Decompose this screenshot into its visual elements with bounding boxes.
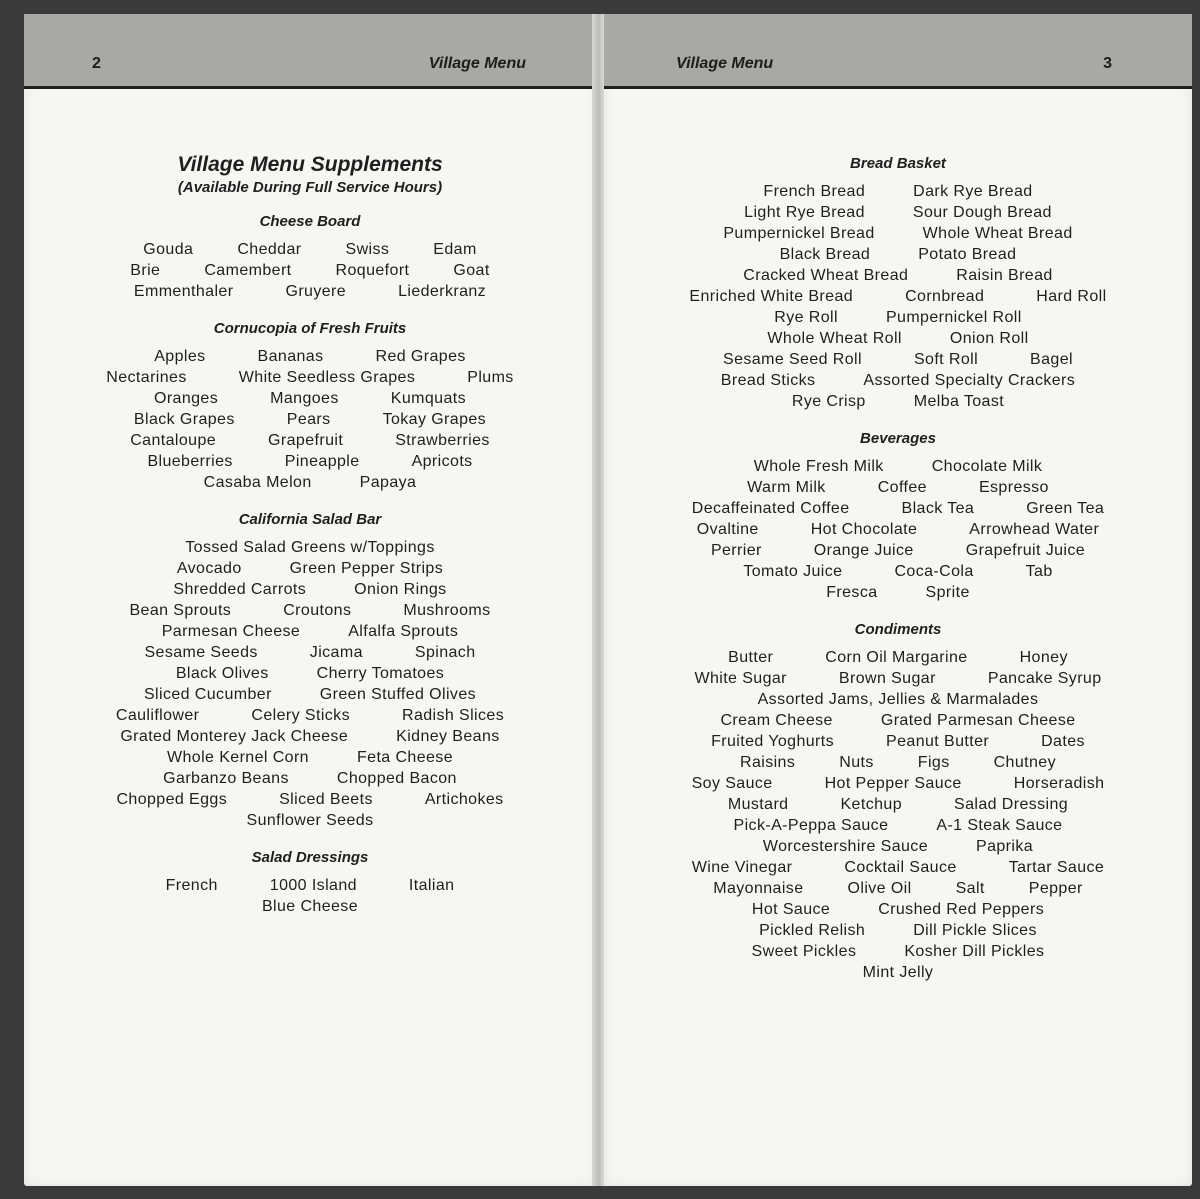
menu-item: Mayonnaise [713, 880, 804, 897]
item-row [24, 281, 596, 302]
menu-item: Pepper [1028, 880, 1083, 897]
menu-item: Papaya [359, 474, 417, 491]
item-row [604, 456, 1192, 477]
menu-item: Orange Juice [813, 542, 914, 559]
menu-item: Jicama [309, 644, 363, 661]
item-row [604, 286, 1192, 307]
item-row [24, 346, 596, 367]
menu-item: Whole Fresh Milk [753, 458, 884, 475]
menu-item: A-1 Steak Sauce [936, 817, 1063, 834]
menu-item: White Sugar [694, 670, 787, 687]
menu-item: Coca-Cola [894, 563, 974, 580]
left-page [24, 14, 596, 1186]
menu-item: Green Pepper Strips [289, 560, 444, 577]
item-list [604, 647, 1192, 983]
right-sections [604, 154, 1192, 983]
menu-item: Brown Sugar [838, 670, 936, 687]
menu-item: Green Tea [1026, 500, 1105, 517]
menu-item: Salad Dressing [954, 796, 1069, 813]
menu-item: Black Grapes [133, 411, 235, 428]
left-running-head: Village Menu [428, 55, 526, 72]
item-row [24, 558, 596, 579]
menu-item: Kosher Dill Pickles [904, 943, 1045, 960]
item-row [24, 768, 596, 789]
menu-item: Casaba Melon [203, 474, 312, 491]
menu-item: Pumpernickel Roll [885, 309, 1022, 326]
item-row [604, 244, 1192, 265]
item-row [24, 537, 596, 558]
menu-item: Assorted Jams, Jellies & Marmalades [757, 691, 1039, 708]
menu-item: Cauliflower [115, 707, 200, 724]
menu-item: Nuts [839, 754, 874, 771]
menu-item: Italian [408, 877, 455, 894]
menu-item: Grapefruit Juice [965, 542, 1086, 559]
item-row [604, 815, 1192, 836]
menu-item: Garbanzo Beans [163, 770, 289, 787]
menu-item: Horseradish [1013, 775, 1105, 792]
item-row [604, 710, 1192, 731]
menu-item: Shredded Carrots [173, 581, 307, 598]
menu-item: Potato Bread [918, 246, 1017, 263]
section-title: Cornucopia of Fresh Fruits [213, 320, 407, 337]
menu-item: Goat [453, 262, 490, 279]
item-row [24, 579, 596, 600]
menu-item: Grapefruit [268, 432, 344, 449]
menu-item: Perrier [710, 542, 762, 559]
menu-item: Rye Roll [774, 309, 838, 326]
menu-item: Sunflower Seeds [246, 812, 374, 829]
menu-item: Pickled Relish [759, 922, 866, 939]
menu-item: Tartar Sauce [1008, 859, 1105, 876]
menu-item: French Bread [763, 183, 866, 200]
menu-item: Sliced Cucumber [143, 686, 272, 703]
menu-item: Croutons [283, 602, 352, 619]
item-row [604, 391, 1192, 412]
menu-item: Hot Pepper Sauce [824, 775, 962, 792]
item-list [604, 456, 1192, 603]
item-row [604, 668, 1192, 689]
menu-item: Pineapple [284, 453, 360, 470]
item-row [604, 477, 1192, 498]
menu-item: Liederkranz [398, 283, 487, 300]
item-row [24, 747, 596, 768]
menu-section-condiments [604, 620, 1192, 983]
menu-item: Brie [130, 262, 161, 279]
menu-item: Mangoes [270, 390, 339, 407]
item-row [604, 328, 1192, 349]
item-row [604, 519, 1192, 540]
menu-item: Plums [467, 369, 514, 386]
menu-item: Onion Rings [354, 581, 447, 598]
item-row [24, 621, 596, 642]
item-row [24, 875, 596, 896]
item-row [24, 451, 596, 472]
menu-item: French [165, 877, 218, 894]
section-title: Beverages [860, 430, 936, 447]
menu-item: Espresso [978, 479, 1049, 496]
menu-item: Cornbread [905, 288, 985, 305]
menu-section-cheese-board [24, 212, 596, 302]
menu-item: Pick-A-Peppa Sauce [733, 817, 889, 834]
menu-item: Chocolate Milk [931, 458, 1043, 475]
menu-item: Hot Chocolate [810, 521, 918, 538]
item-row [24, 260, 596, 281]
menu-item: Tossed Salad Greens w/Toppings [185, 539, 435, 556]
left-header-band [24, 14, 596, 89]
menu-item: Blueberries [147, 453, 233, 470]
item-row [24, 472, 596, 493]
item-row [24, 600, 596, 621]
menu-item: Sesame Seeds [144, 644, 258, 661]
item-list [24, 346, 596, 493]
menu-item: Cantaloupe [130, 432, 217, 449]
menu-item: Camembert [204, 262, 292, 279]
menu-item: Swiss [345, 241, 390, 258]
menu-item: Cocktail Sauce [844, 859, 957, 876]
menu-section-california-salad-bar [24, 510, 596, 831]
menu-item: Edam [433, 241, 477, 258]
item-row [604, 540, 1192, 561]
item-row [604, 181, 1192, 202]
item-row [24, 388, 596, 409]
menu-item: Grated Monterey Jack Cheese [120, 728, 349, 745]
item-row [604, 920, 1192, 941]
menu-item: Grated Parmesan Cheese [880, 712, 1076, 729]
page-subtitle: (Available During Full Service Hours) [177, 179, 443, 196]
menu-item: Sour Dough Bread [912, 204, 1052, 221]
menu-item: Raisin Bread [956, 267, 1053, 284]
menu-item: Peanut Butter [886, 733, 990, 750]
item-row [24, 239, 596, 260]
menu-item: Black Tea [901, 500, 975, 517]
menu-item: Crushed Red Peppers [878, 901, 1045, 918]
menu-item: Blue Cheese [261, 898, 359, 915]
item-row [604, 370, 1192, 391]
menu-item: Chutney [993, 754, 1056, 771]
menu-item: Olive Oil [847, 880, 912, 897]
item-row [604, 349, 1192, 370]
menu-item: Alfalfa Sprouts [348, 623, 459, 640]
menu-item: Pears [286, 411, 331, 428]
menu-item: Black Olives [175, 665, 269, 682]
menu-item: Pancake Syrup [987, 670, 1102, 687]
item-row [24, 642, 596, 663]
menu-item: Warm Milk [747, 479, 826, 496]
item-row [604, 561, 1192, 582]
menu-item: Emmenthaler [133, 283, 234, 300]
menu-item: Radish Slices [401, 707, 505, 724]
menu-item: Ketchup [840, 796, 902, 813]
menu-item: Cream Cheese [720, 712, 833, 729]
item-row [604, 582, 1192, 603]
right-page-content [604, 154, 1192, 1000]
menu-item: Green Stuffed Olives [319, 686, 477, 703]
menu-item: Feta Cheese [356, 749, 453, 766]
item-row [604, 794, 1192, 815]
right-page [604, 14, 1192, 1186]
menu-item: Sprite [925, 584, 970, 601]
menu-item: Assorted Specialty Crackers [863, 372, 1076, 389]
menu-item: Fresca [826, 584, 878, 601]
item-row [24, 663, 596, 684]
menu-item: Mushrooms [403, 602, 491, 619]
item-row [604, 689, 1192, 710]
item-row [604, 647, 1192, 668]
menu-item: Gruyere [285, 283, 347, 300]
item-row [604, 773, 1192, 794]
menu-item: Bagel [1030, 351, 1073, 368]
menu-item: Artichokes [424, 791, 504, 808]
menu-item: Soy Sauce [691, 775, 773, 792]
menu-item: Sesame Seed Roll [723, 351, 862, 368]
section-title: Condiments [854, 621, 942, 638]
menu-item: Whole Kernel Corn [167, 749, 309, 766]
menu-item: Oranges [153, 390, 219, 407]
menu-item: Melba Toast [913, 393, 1005, 410]
menu-section-beverages [604, 429, 1192, 603]
left-sections [24, 212, 596, 917]
item-row [604, 857, 1192, 878]
menu-item: Dark Rye Bread [913, 183, 1033, 200]
menu-item: Honey [1019, 649, 1068, 666]
item-row [604, 307, 1192, 328]
menu-item: Raisins [740, 754, 796, 771]
menu-section-salad-dressings [24, 848, 596, 917]
item-row [24, 896, 596, 917]
item-row [24, 726, 596, 747]
item-row [24, 684, 596, 705]
menu-item: White Seedless Grapes [238, 369, 416, 386]
menu-item: 1000 Island [269, 877, 357, 894]
menu-item: Apricots [411, 453, 473, 470]
menu-item: Arrowhead Water [969, 521, 1100, 538]
menu-item: Pumpernickel Bread [723, 225, 875, 242]
menu-item: Kidney Beans [396, 728, 500, 745]
section-title: Cheese Board [259, 213, 361, 230]
item-row [604, 223, 1192, 244]
item-row [24, 430, 596, 451]
item-row [604, 202, 1192, 223]
menu-item: Mustard [727, 796, 789, 813]
menu-item: Whole Wheat Roll [767, 330, 902, 347]
item-row [24, 367, 596, 388]
menu-item: Fruited Yoghurts [711, 733, 835, 750]
menu-item: Wine Vinegar [691, 859, 793, 876]
page-title: Village Menu Supplements [177, 153, 443, 176]
menu-item: Chopped Bacon [336, 770, 457, 787]
menu-item: Celery Sticks [251, 707, 350, 724]
menu-item: Tokay Grapes [382, 411, 487, 428]
menu-item: Corn Oil Margarine [825, 649, 968, 666]
item-list [24, 537, 596, 831]
left-page-number: 2 [92, 55, 101, 72]
menu-item: Dill Pickle Slices [913, 922, 1037, 939]
item-row [604, 498, 1192, 519]
right-running-head: Village Menu [676, 55, 774, 72]
menu-item: Onion Roll [949, 330, 1029, 347]
item-list [604, 181, 1192, 412]
menu-item: Decaffeinated Coffee [691, 500, 850, 517]
menu-item: Hot Sauce [751, 901, 831, 918]
menu-item: Light Rye Bread [744, 204, 865, 221]
section-title: California Salad Bar [238, 511, 382, 528]
menu-item: Strawberries [395, 432, 490, 449]
menu-item: Bean Sprouts [129, 602, 232, 619]
item-row [24, 409, 596, 430]
item-row [24, 705, 596, 726]
item-row [604, 752, 1192, 773]
item-row [604, 962, 1192, 983]
item-row [24, 789, 596, 810]
menu-section-bread-basket [604, 154, 1192, 412]
menu-item: Paprika [976, 838, 1034, 855]
menu-item: Sliced Beets [279, 791, 373, 808]
item-row [604, 941, 1192, 962]
menu-item: Worcestershire Sauce [762, 838, 929, 855]
menu-section-cornucopia-of-fresh-fruits [24, 319, 596, 493]
menu-item: Spinach [414, 644, 476, 661]
menu-item: Bananas [257, 348, 324, 365]
menu-item: Apples [154, 348, 206, 365]
menu-item: Chopped Eggs [116, 791, 228, 808]
left-page-content [24, 152, 596, 934]
menu-item: Gouda [143, 241, 194, 258]
menu-item: Cheddar [237, 241, 302, 258]
menu-item: Cherry Tomatoes [316, 665, 445, 682]
menu-item: Bread Sticks [720, 372, 816, 389]
menu-item: Ovaltine [696, 521, 759, 538]
menu-item: Roquefort [335, 262, 410, 279]
menu-item: Coffee [877, 479, 927, 496]
menu-item: Nectarines [106, 369, 187, 386]
menu-item: Mint Jelly [862, 964, 934, 981]
item-row [604, 836, 1192, 857]
menu-item: Cracked Wheat Bread [743, 267, 909, 284]
menu-item: Rye Crisp [791, 393, 866, 410]
section-title: Bread Basket [850, 155, 946, 172]
menu-item: Whole Wheat Bread [922, 225, 1073, 242]
menu-item: Tab [1025, 563, 1053, 580]
item-row [604, 878, 1192, 899]
menu-item: Dates [1041, 733, 1085, 750]
item-row [604, 265, 1192, 286]
menu-item: Salt [955, 880, 985, 897]
menu-item: Tomato Juice [743, 563, 843, 580]
menu-item: Figs [917, 754, 950, 771]
menu-item: Butter [728, 649, 774, 666]
item-list [24, 875, 596, 917]
item-row [604, 899, 1192, 920]
menu-item: Kumquats [390, 390, 467, 407]
menu-item: Soft Roll [913, 351, 979, 368]
section-title: Salad Dressings [251, 849, 369, 866]
item-list [24, 239, 596, 302]
item-row [24, 810, 596, 831]
menu-item: Hard Roll [1036, 288, 1107, 305]
menu-item: Sweet Pickles [751, 943, 857, 960]
right-page-number: 3 [1103, 55, 1112, 72]
item-row [604, 731, 1192, 752]
menu-item: Red Grapes [375, 348, 466, 365]
menu-item: Enriched White Bread [689, 288, 854, 305]
menu-item: Black Bread [779, 246, 871, 263]
menu-item: Parmesan Cheese [161, 623, 301, 640]
menu-item: Avocado [176, 560, 242, 577]
right-header-band [604, 14, 1192, 89]
